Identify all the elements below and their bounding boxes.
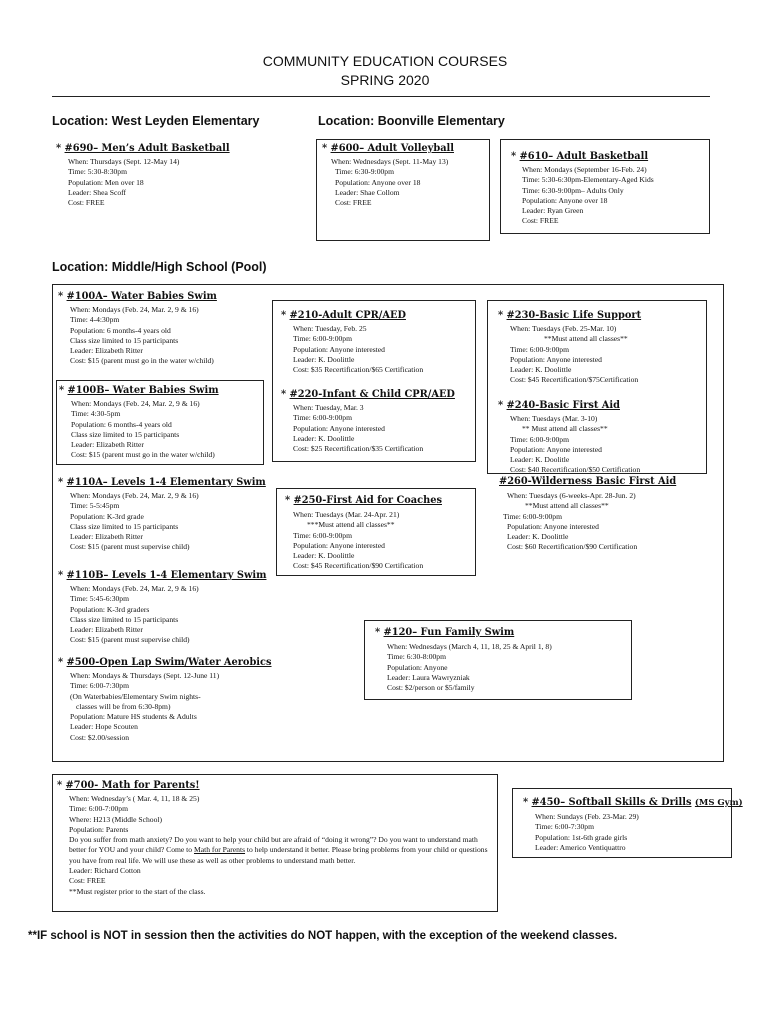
- page-title: COMMUNITY EDUCATION COURSES: [262, 53, 508, 69]
- course-100b-details: When: Mondays (Feb. 24, Mar. 2, 9 & 16) Time: 4:30-5pm Population: 6 months-4 years old Class size limited to 15 participants Leader: Elizabeth Ritter Cost: $15 (parent must go in the water w/child): [71, 399, 215, 460]
- course-220-title: * #220-Infant & Child CPR/AED: [281, 389, 455, 400]
- course-600-box: [316, 139, 490, 241]
- course-610-details: When: Mondays (September 16-Feb. 24) Time: 5:30-6:30pm-Elementary-Aged Kids Time: 6:30-9:00pm– Adults Only Population: Anyone over 18 Leader: Ryan Green Cost: FREE: [522, 165, 654, 226]
- course-100a-details: When: Mondays (Feb. 24, Mar. 2, 9 & 16) Time: 4-4:30pm Population: 6 months-4 years old Class size limited to 15 participants Leader: Elizabeth Ritter Cost: $15 (parent must go in the water w/child): [70, 305, 214, 366]
- location-middle-high: Location: Middle/High School (Pool): [52, 260, 267, 274]
- course-100a-box: [56, 288, 256, 376]
- course-450-title: * #450– Softball Skills & Drills (MS Gym): [523, 797, 743, 808]
- course-500-details: When: Mondays & Thursdays (Sept. 12-June 11) Time: 6:00-7:30pm (On Waterbabies/Elementary Swim nights- classes will be from 6:30-8pm) Population: Mature HS students & Adults Leader: Hope Scouten Cost: $2.00/session: [70, 671, 220, 742]
- course-700-description: Do you suffer from math anxiety? Do you want to help your child but are afraid of “doing it wrong”? Do you want to understand math better for YOU and your child? Come to Math for Parents to help understand it better. Please bring problems from your child or questions you have from real life. We will use these as well as other problems to understand math better.: [69, 835, 488, 865]
- page-subtitle: SPRING 2020: [340, 72, 430, 88]
- header-rule: [52, 96, 710, 97]
- course-700-details: When: Wednesday’s ( Mar. 4, 11, 18 & 25) Time: 6:00-7:00pm Where: H213 (Middle School) Population: Parents Do you suffer from math anxiety? Do you want to help your child but are afraid of “doing it wrong”? Do you want to understand math better for YOU and your child? Come to Math for Parents to help understand it better. Please bring problems from your child or questions you have from real life. We will use these as well as other problems to understand math better. Leader: Richard Cotton Cost: FREE **Must register prior to the start of the class.: [69, 794, 493, 897]
- course-260-title: #260-Wilderness Basic First Aid: [499, 476, 677, 487]
- course-450-details: When: Sundays (Feb. 23-Mar. 29) Time: 6:00-7:30pm Population: 1st-6th grade girls Leader: Americo Ventiquattro: [535, 812, 639, 852]
- course-110b-box: [56, 566, 266, 648]
- location-boonville: Location: Boonville Elementary: [318, 114, 505, 128]
- course-110a-title: * #110A– Levels 1-4 Elementary Swim: [58, 477, 266, 488]
- course-240-title: * #240-Basic First Aid: [498, 400, 620, 411]
- course-230-240-box: [487, 300, 707, 474]
- course-110a-details: When: Mondays (Feb. 24, Mar. 2, 9 & 16) Time: 5-5:45pm Population: K-3rd grade Class size limited to 15 participants Leader: Elizabeth Ritter Cost: $15 (parent must supervise child): [70, 491, 199, 552]
- course-500-title: * #500-Open Lap Swim/Water Aerobics: [58, 657, 272, 668]
- course-120-box: [364, 620, 632, 700]
- course-260-details: When: Tuesdays (6-weeks-Apr. 28-Jun. 2) **Must attend all classes** Time: 6:00-9:00pm Population: Anyone interested Leader: K. Doolittle Cost: $60 Recertification/$90 Certification: [503, 491, 638, 552]
- course-600-details: When: Wednesdays (Sept. 11-May 13) Time: 6:30-9:00pm Population: Anyone over 18 Leader: Shae Collom Cost: FREE: [331, 157, 449, 208]
- course-610-box: [500, 139, 710, 234]
- course-220-details: When: Tuesday, Mar. 3 Time: 6:00-9:00pm Population: Anyone interested Leader: K. Doolittle Cost: $25 Recertification/$35 Certification: [293, 403, 424, 454]
- course-100b-box: [56, 380, 264, 465]
- course-240-details: When: Tuesdays (Mar. 3-10) ** Must attend all classes** Time: 6:00-9:00pm Population: Anyone interested Leader: K. Doolitle Cost: $40 Recertification/$50 Certification: [510, 414, 641, 475]
- course-120-title: * #120– Fun Family Swim: [375, 627, 515, 638]
- footnote: **IF school is NOT in session then the activities do NOT happen, with the exception of the weekend classes.: [28, 930, 618, 942]
- course-100b-title: * #100B– Water Babies Swim: [59, 385, 219, 396]
- course-450-box: [512, 788, 743, 858]
- course-600-title: * #600– Adult Volleyball: [322, 143, 454, 154]
- course-700-title: * #700- Math for Parents!: [57, 780, 200, 791]
- location-west-leyden: Location: West Leyden Elementary: [52, 114, 260, 128]
- course-690-details: When: Thursdays (Sept. 12-May 14) Time: 5:30-8:30pm Population: Men over 18 Leader: Shea Scoff Cost: FREE: [68, 157, 180, 208]
- math-for-parents-link: Math for Parents: [193, 845, 246, 855]
- course-210-220-box: [272, 300, 476, 462]
- course-210-details: When: Tuesday, Feb. 25 Time: 6:00-9:00pm Population: Anyone interested Leader: K. Doolittle Cost: $35 Recertification/$65 Certification: [293, 324, 424, 375]
- course-100a-title: * #100A– Water Babies Swim: [58, 291, 217, 302]
- course-610-title: * #610– Adult Basketball: [511, 151, 649, 162]
- course-500-box: [56, 654, 276, 754]
- course-250-title: * #250-First Aid for Coaches: [285, 495, 442, 506]
- course-120-details: When: Wednesdays (March 4, 11, 18, 25 & April 1, 8) Time: 6:30-8:00pm Population: Anyone Leader: Laura Wawryzniak Cost: $2/person or $5/family: [387, 642, 552, 693]
- course-230-title: * #230-Basic Life Support: [498, 310, 642, 321]
- course-210-title: * #210-Adult CPR/AED: [281, 310, 406, 321]
- course-250-box: [276, 488, 476, 576]
- course-690-title: * #690– Men’s Adult Basketball: [56, 143, 230, 154]
- course-260-box: [487, 474, 707, 560]
- course-250-details: When: Tuesdays (Mar. 24-Apr. 21) ***Must attend all classes** Time: 6:00-9:00pm Population: Anyone interested Leader: K. Doolittle Cost: $45 Recertification/$90 Certification: [293, 510, 424, 571]
- course-110a-box: [56, 474, 266, 562]
- course-110b-details: When: Mondays (Feb. 24, Mar. 2, 9 & 16) Time: 5:45-6:30pm Population: K-3rd graders Class size limited to 15 participants Leader: Elizabeth Ritter Cost: $15 (parent must supervise child): [70, 584, 199, 645]
- course-110b-title: * #110B– Levels 1-4 Elementary Swim: [58, 570, 267, 581]
- course-230-details: When: Tuesdays (Feb. 25-Mar. 10) **Must attend all classes** Time: 6:00-9:00pm Population: Anyone interested Leader: K. Doolittle Cost: $45 Recertification/$75Certification: [510, 324, 639, 385]
- course-690-box: [52, 140, 248, 213]
- course-700-box: [52, 774, 498, 912]
